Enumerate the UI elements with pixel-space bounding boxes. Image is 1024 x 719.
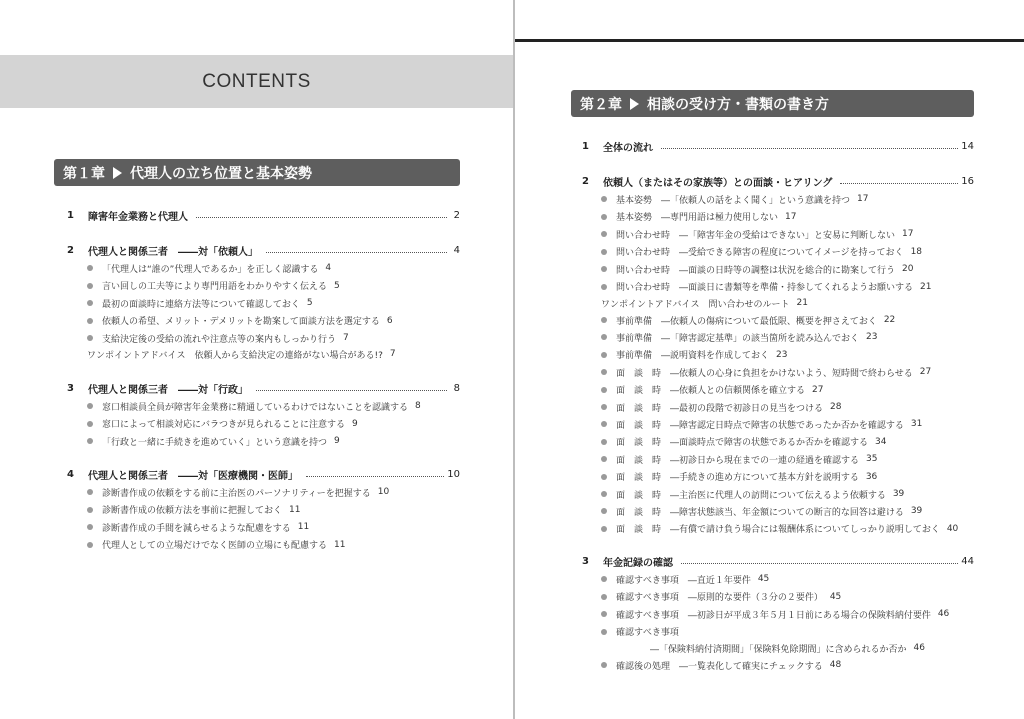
bullet-icon [601, 611, 607, 617]
entry-text: 窓口によって相談対応にバラつきが見られることに注意する [102, 420, 346, 430]
toc-sub-entry[interactable] [601, 279, 931, 295]
page-number: 8 [453, 382, 460, 394]
toc-sub-entry[interactable] [87, 484, 389, 500]
entry-text: 最初の面談時に連絡方法等について確認しておく [102, 299, 300, 310]
toc-sub-entry[interactable] [601, 244, 922, 260]
entry-text: 事前準備 ―「障害認定基準」の該当箇所を読み込んでおく [616, 333, 860, 344]
one-point-advice-entry[interactable] [87, 346, 396, 362]
page-number: 39 [910, 506, 923, 517]
entry-text: 面 談 時 ―最初の段階で初診日の見当をつける [616, 403, 824, 414]
toc-sub-entry[interactable] [87, 537, 345, 553]
entry-text: 言い回しの工夫等により専門用語をわかりやすく伝える [102, 282, 328, 292]
bullet-icon [87, 283, 93, 289]
toc-sub-entry[interactable] [601, 624, 686, 640]
bullet-icon [601, 231, 607, 237]
dot-leader [196, 217, 447, 218]
toc-sub-entry[interactable] [601, 329, 877, 345]
bullet-icon [87, 489, 93, 495]
page-number: 7 [389, 349, 396, 359]
toc-sub-entry[interactable] [601, 503, 922, 519]
page-number: 10 [377, 487, 390, 497]
bullet-icon [87, 300, 93, 306]
page-number: 46 [913, 643, 925, 653]
chapter-title: 代理人の立ち位置と基本姿勢 [130, 165, 312, 182]
toc-sub-entry[interactable] [601, 451, 877, 467]
page-number: 45 [829, 591, 842, 602]
page-number: 17 [857, 194, 869, 204]
toc-sub-entry[interactable] [601, 364, 931, 380]
bullet-icon [601, 421, 607, 427]
entry-text: 支給決定後の受給の流れや注意点等の案内もしっかり行う [102, 334, 337, 345]
page-number: 17 [785, 211, 797, 222]
page-number: 18 [910, 246, 923, 257]
bullet-icon [87, 438, 93, 444]
section-number: 1 [582, 140, 589, 152]
chapter-title: 相談の受け方・書類の書き方 [647, 96, 829, 113]
section-title: 代理人と関係三者 ――対「医療機関・医師」 [88, 470, 298, 482]
entry-text: 基本姿勢 ―「依頼人の話をよく聞く」という意識を持つ [616, 195, 851, 206]
entry-text: 確認後の処理 ―一覧表化して確実にチェックする [616, 661, 823, 672]
page-number: 11 [334, 539, 346, 550]
toc-sub-entry[interactable] [601, 434, 886, 450]
page-number: 21 [796, 298, 808, 308]
bullet-icon [601, 576, 607, 582]
page-number: 46 [937, 609, 950, 619]
entry-text: 面 談 時 ―依頼人との信頼関係を確立する [616, 386, 806, 397]
bullet-icon [87, 524, 93, 530]
bullet-icon [601, 317, 607, 323]
page-number: 22 [883, 315, 896, 325]
page-number: 2 [453, 209, 460, 221]
bullet-icon [87, 318, 93, 324]
page-number: 20 [902, 264, 914, 274]
bullet-icon [601, 214, 607, 220]
toc-sub-entry[interactable] [601, 606, 949, 622]
toc-sub-entry[interactable] [87, 260, 331, 276]
toc-sub-entry[interactable] [601, 589, 841, 605]
bullet-icon [601, 284, 607, 290]
entry-text: ワンポイントアドバイス 問い合わせのルート [601, 299, 790, 310]
entry-text: 面 談 時 ―面談時点で障害の状態であるか否かを確認する [616, 438, 869, 449]
page-number: 48 [829, 660, 842, 670]
toc-sub-entry[interactable] [87, 278, 340, 294]
toc-sub-entry[interactable] [87, 502, 300, 518]
entry-text: 面 談 時 ―主治医に代理人の訪問について伝えるよう依頼する [616, 490, 886, 501]
bullet-icon [601, 249, 607, 255]
entry-text: ―「保険料納付済期間」「保険料免除期間」に含められるか否か [650, 644, 907, 655]
bullet-icon [87, 403, 93, 409]
entry-text: 問い合わせ時 ―面談の日時等の調整は状況を総合的に勘案して行う [616, 265, 896, 276]
page-number: 35 [866, 454, 878, 465]
toc-sub-entry[interactable] [87, 313, 393, 329]
page-number: 9 [352, 418, 358, 429]
entry-text: 問い合わせ時 ―受給できる障害の程度についてイメージを持っておく [616, 248, 904, 258]
section-title: 全体の流れ [603, 142, 653, 154]
page-number: 10 [447, 468, 460, 480]
toc-sub-entry[interactable] [601, 209, 796, 225]
toc-sub-entry[interactable] [87, 398, 421, 414]
toc-sub-entry[interactable] [87, 416, 358, 432]
entry-text: 確認すべき事項 [616, 628, 679, 638]
bullet-icon [601, 266, 607, 272]
page-number: 4 [453, 244, 460, 256]
page-number: 5 [306, 298, 313, 308]
page-number: 28 [830, 402, 842, 412]
entry-text: 依頼人の希望、メリット・デメリットを勘案して面談方法を選定する [102, 317, 380, 327]
entry-text: 確認すべき事項 ―初診日が平成３年５月１日前にある場合の保険料納付要件 [616, 610, 931, 621]
one-point-advice-entry[interactable] [601, 295, 808, 311]
bullet-icon [601, 474, 607, 480]
section-number: 3 [582, 555, 589, 567]
bullet-icon [601, 526, 607, 532]
bullet-icon [87, 507, 93, 513]
page-number: 11 [289, 504, 301, 515]
toc-sub-entry[interactable] [87, 295, 313, 311]
section-title: 代理人と関係三者 ――対「行政」 [88, 384, 248, 396]
toc-sub-entry[interactable] [601, 521, 958, 537]
page-number: 27 [812, 384, 824, 395]
entry-text: 問い合わせ時 ―「障害年金の受給はできない」と安易に判断しない [616, 230, 896, 241]
toc-sub-entry[interactable] [601, 261, 913, 277]
dot-leader [840, 183, 958, 184]
toc-sub-entry[interactable] [87, 519, 309, 535]
entry-text: 「行政と一緒に手続きを進めていく」という意識を持つ [102, 437, 328, 448]
toc-sub-entry[interactable] [601, 469, 877, 485]
toc-section-entry[interactable] [67, 380, 460, 396]
entry-text: 確認すべき事項 ―直近１年要件 [616, 575, 751, 586]
page-number: 23 [776, 349, 788, 360]
page-number: 5 [334, 280, 340, 291]
entry-text: 診断書作成の依頼方法を事前に把握しておく [102, 506, 283, 516]
bullet-icon [601, 369, 607, 375]
page-number: 6 [386, 315, 393, 326]
toc-sub-entry[interactable] [601, 226, 913, 242]
toc-sub-entry[interactable] [87, 330, 349, 346]
page-number: 23 [866, 332, 878, 343]
toc-sub-entry[interactable] [601, 571, 769, 587]
toc-sub-entry[interactable] [601, 399, 841, 415]
dot-leader [266, 252, 447, 253]
bullet-icon [601, 334, 607, 340]
page-number: 4 [325, 263, 332, 273]
dot-leader [256, 390, 447, 391]
entry-text: 問い合わせ時 ―面談日に書類等を準備・持参してくれるようお願いする [616, 283, 914, 293]
toc-sub-entry[interactable] [601, 486, 904, 502]
section-number: 2 [582, 175, 589, 187]
page-spine [513, 0, 515, 719]
section-number: 1 [67, 209, 74, 221]
entry-text: 確認すべき事項 ―原則的な要件（３分の２要件） [616, 593, 823, 603]
toc-sub-entry[interactable] [601, 416, 922, 432]
entry-text: 事前準備 ―説明資料を作成しておく [616, 351, 770, 362]
dot-leader [661, 148, 958, 149]
bullet-icon [601, 387, 607, 393]
entry-text: 面 談 時 ―初診日から現在までの一連の経過を確認する [616, 455, 860, 466]
section-title: 代理人と関係三者 ――対「依頼人」 [88, 246, 258, 258]
toc-sub-entry[interactable] [650, 640, 925, 656]
bullet-icon [87, 421, 93, 427]
page-number: 44 [961, 555, 974, 567]
page-number: 36 [865, 471, 878, 482]
section-number: 3 [67, 382, 74, 394]
section-title: 障害年金業務と代理人 [88, 211, 188, 223]
dot-leader [681, 563, 958, 564]
entry-text: 基本姿勢 ―専門用語は極力使用しない [616, 213, 779, 223]
bullet-icon [601, 352, 607, 358]
chapter-2-heading[interactable] [571, 90, 974, 117]
page-number: 14 [961, 140, 974, 152]
page-number: 11 [297, 522, 310, 532]
page-number: 45 [757, 574, 770, 584]
toc-section-entry[interactable] [582, 553, 974, 569]
chapter-1-heading[interactable] [54, 159, 460, 186]
toc-sub-entry[interactable] [601, 382, 823, 398]
bullet-icon [601, 629, 607, 635]
toc-sub-entry[interactable] [87, 433, 340, 449]
triangle-arrow-icon [113, 167, 122, 179]
page-number: 8 [415, 401, 421, 411]
triangle-arrow-icon [630, 98, 639, 110]
entry-text: 窓口相談員全員が障害年金業務に精通しているわけではないことを認識する [102, 402, 409, 413]
right-page-top-rule [515, 39, 1024, 42]
toc-sub-entry[interactable] [601, 657, 841, 673]
toc-sub-entry[interactable] [601, 347, 787, 363]
contents-title: CONTENTS [202, 70, 311, 92]
toc-section-entry[interactable] [582, 138, 974, 154]
chapter-label: 第１章 [63, 165, 105, 182]
bullet-icon [601, 508, 607, 514]
entry-text: 面 談 時 ―依頼人の心身に負担をかけないよう、短時間で終わらせる [616, 368, 913, 379]
entry-text: 面 談 時 ―手続きの進め方について基本方針を説明する [616, 473, 859, 484]
section-title: 年金記録の確認 [603, 557, 673, 569]
entry-text: 面 談 時 ―有償で請け負う場合には報酬体系についてしっかり説明しておく [616, 525, 940, 536]
page-number: 7 [343, 333, 349, 343]
bullet-icon [601, 404, 607, 410]
page-number: 34 [875, 436, 887, 447]
bullet-icon [601, 196, 607, 202]
bullet-icon [601, 456, 607, 462]
contents-header [0, 55, 513, 108]
page-number: 21 [920, 281, 932, 292]
entry-text: ワンポイントアドバイス 依頼人から支給決定の連絡がない場合がある!? [87, 350, 383, 361]
page-number: 31 [910, 419, 923, 430]
toc-sub-entry[interactable] [601, 312, 895, 328]
bullet-icon [601, 491, 607, 497]
toc-section-entry[interactable] [582, 173, 974, 189]
page-number: 39 [892, 489, 905, 499]
entry-text: 事前準備 ―依頼人の傷病について最低限、概要を押さえておく [616, 316, 877, 327]
toc-sub-entry[interactable] [601, 191, 868, 207]
bullet-icon [601, 662, 607, 668]
section-number: 2 [67, 244, 74, 256]
bullet-icon [87, 335, 93, 341]
dot-leader [306, 476, 444, 477]
page-number: 40 [946, 523, 959, 534]
entry-text: 「代理人は“誰の”代理人であるか」を正しく認識する [102, 264, 319, 275]
entry-text: 診断書作成の手間を減らせるような配慮をする [102, 523, 291, 534]
entry-text: 代理人としての立場だけでなく医師の立場にも配慮する [102, 541, 328, 551]
chapter-label: 第２章 [580, 96, 622, 113]
bullet-icon [87, 265, 93, 271]
section-title: 依頼人（またはその家族等）との面談・ヒアリング [603, 177, 833, 189]
entry-text: 診断書作成の依頼をする前に主治医のパーソナリティーを把握する [102, 488, 371, 499]
page-number: 9 [334, 436, 340, 446]
bullet-icon [601, 439, 607, 445]
page-number: 27 [919, 367, 932, 378]
entry-text: 面 談 時 ―障害状態該当、年金額についての断言的な回答は避ける [616, 507, 904, 518]
page-number: 17 [902, 229, 914, 239]
toc-section-entry[interactable] [67, 207, 460, 223]
section-number: 4 [67, 468, 74, 480]
toc-section-entry[interactable] [67, 466, 460, 482]
entry-text: 面 談 時 ―障害認定日時点で障害の状態であったか否かを確認する [616, 420, 904, 431]
bullet-icon [87, 542, 93, 548]
toc-section-entry[interactable] [67, 242, 460, 258]
page-number: 16 [961, 175, 974, 187]
bullet-icon [601, 594, 607, 600]
